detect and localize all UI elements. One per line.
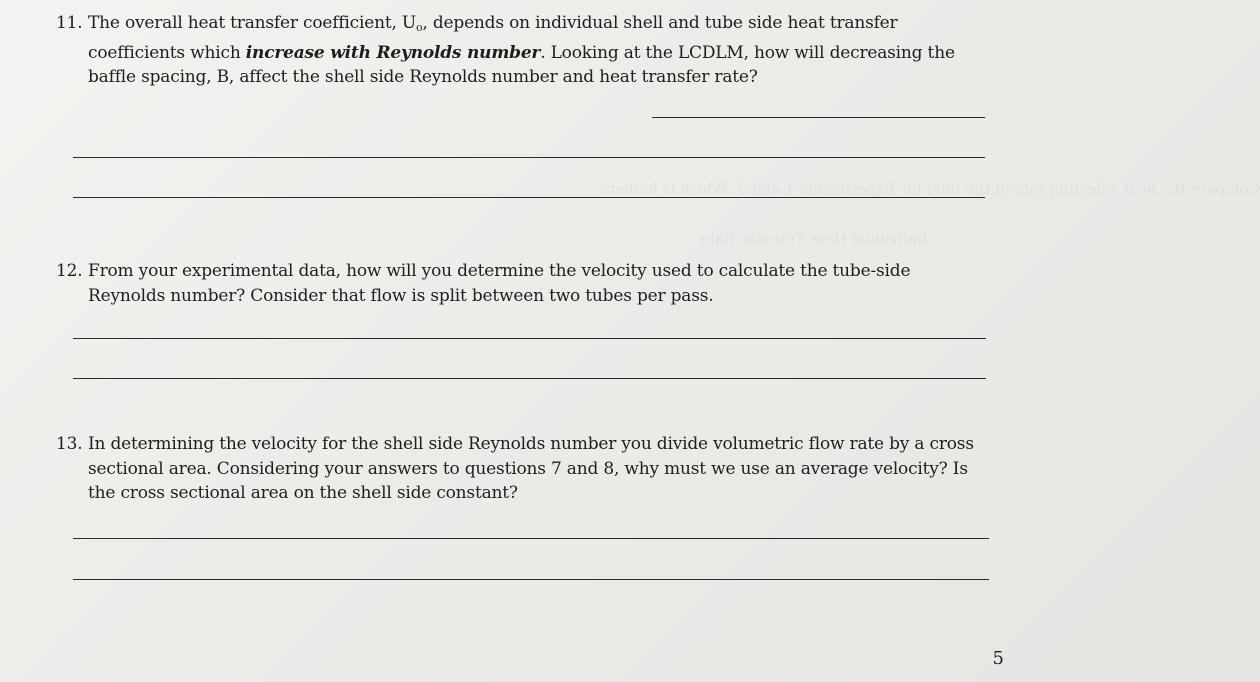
question-number: 12. xyxy=(56,261,83,281)
show-through-text-2: Individual Heat Transfer Rate xyxy=(700,230,929,248)
answer-line-11c[interactable] xyxy=(73,197,985,198)
answer-line-12b[interactable] xyxy=(73,378,986,379)
question-text: The overall heat transfer coefficient, $U_o$, depends on individual shell and tube side heat transfer coefficients which increase with Reynolds number. Looking at the LCDLM, how will decreasing the baffle spacing, B, affect the shell side Reynolds number and heat transfer rate? xyxy=(88,13,955,87)
page-number: 5 xyxy=(992,648,1004,669)
question-12 xyxy=(56,259,991,308)
question-11 xyxy=(56,11,991,90)
answer-line-11b[interactable] xyxy=(73,157,985,158)
answer-line-11a[interactable] xyxy=(652,117,985,118)
show-through-text: Compare the heat selection rate of the fluid for Experiments 1 and 2. Which is higher? xyxy=(600,180,1260,198)
question-text: From your experimental data, how will you determine the velocity used to calculate the tube-side Reynolds number? Consider that flow is split between two tubes per pass. xyxy=(88,261,911,306)
answer-line-13a[interactable] xyxy=(73,538,989,539)
emphasis-text: increase with Reynolds number xyxy=(245,42,541,63)
question-text: In determining the velocity for the shell side Reynolds number you divide volumetric flow rate by a cross sectional area. Considering your answers to questions 7 and 8, why must we use an average velocity? Is the cross sectional area on the shell side constant? xyxy=(88,434,974,503)
answer-line-12a[interactable] xyxy=(73,338,986,339)
question-number: 13. xyxy=(56,434,83,454)
question-13 xyxy=(56,432,991,506)
answer-line-13b[interactable] xyxy=(73,579,989,580)
question-number: 11. xyxy=(56,13,83,33)
